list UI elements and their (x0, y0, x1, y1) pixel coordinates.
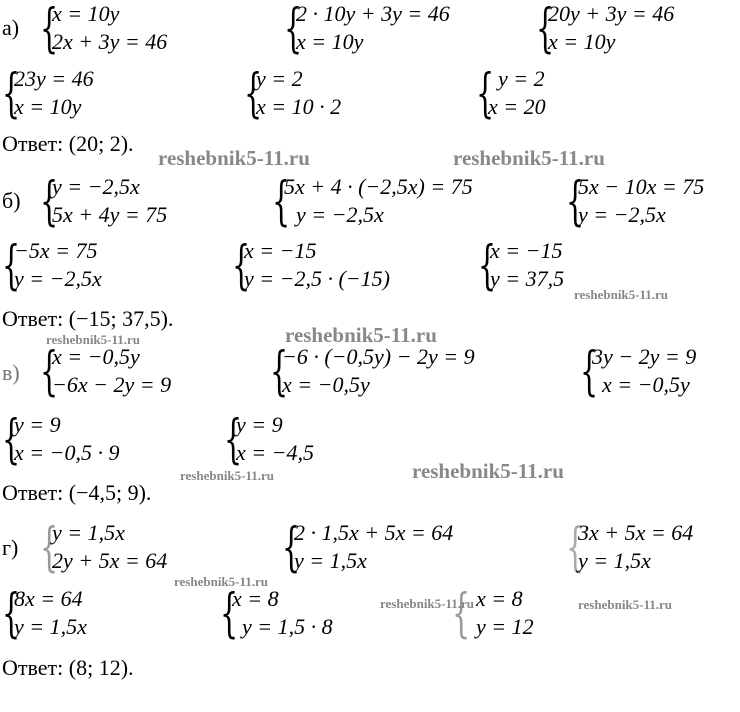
brace-glyph: { (282, 518, 301, 578)
equation: y = 9 (14, 412, 61, 437)
equation: y = −2,5 · (−15) (244, 266, 390, 291)
equation: x = −0,5y (282, 372, 370, 397)
answer-b: Ответ: (−15; 37,5). (2, 306, 174, 331)
equation: x = 10y (296, 29, 364, 54)
brace-glyph: { (452, 584, 471, 644)
brace-glyph: { (580, 342, 599, 402)
equation: x = −15 (490, 238, 563, 263)
watermark: reshebnik5-11.ru (380, 596, 475, 611)
equation: y = 1,5x (578, 548, 651, 573)
watermark: reshebnik5-11.ru (574, 287, 669, 302)
equation: x = 10y (52, 1, 120, 26)
brace-glyph: { (476, 64, 495, 124)
brace-glyph: { (284, 0, 303, 59)
equation: y = 2 (256, 66, 303, 91)
equation: 5x + 4 · (−2,5x) = 75 (284, 174, 473, 199)
equation: y = 1,5x (52, 520, 125, 545)
equation: y = −2,5x (578, 202, 666, 227)
brace-glyph: { (566, 172, 585, 232)
equation: 3y − 2y = 9 (592, 344, 697, 369)
label-b: б) (2, 188, 21, 213)
equation: 2x + 3y = 46 (52, 29, 168, 54)
equation: 3x + 5x = 64 (578, 520, 694, 545)
equation: y = 2 (498, 66, 545, 91)
equation: y = 1,5 · 8 (242, 614, 333, 639)
label-d: г) (2, 535, 19, 560)
equation: x = 10y (14, 94, 82, 119)
equation: 2 · 10y + 3y = 46 (296, 1, 450, 26)
brace-glyph: { (478, 236, 497, 296)
watermark: reshebnik5-11.ru (412, 459, 564, 483)
equation: x = −15 (244, 238, 317, 263)
label-a: а) (2, 15, 20, 40)
equation: x = 8 (232, 586, 279, 611)
watermark: reshebnik5-11.ru (285, 323, 437, 347)
brace-glyph: { (2, 584, 21, 644)
brace-glyph: { (536, 0, 555, 59)
brace-glyph: { (566, 518, 585, 578)
equation: 23y = 46 (14, 66, 94, 91)
brace-glyph: { (224, 410, 243, 470)
brace-glyph: { (40, 518, 59, 578)
answer-d: Ответ: (8; 12). (2, 655, 134, 680)
equation: 2 · 1,5x + 5x = 64 (294, 520, 454, 545)
equation: x = 8 (476, 586, 523, 611)
equation: y = −2,5x (52, 174, 140, 199)
equation: 2y + 5x = 64 (52, 548, 168, 573)
watermark: reshebnik5-11.ru (180, 468, 275, 483)
brace-glyph: { (244, 64, 263, 124)
brace-glyph: { (232, 236, 251, 296)
brace-glyph: { (2, 64, 21, 124)
equation: −6x − 2y = 9 (52, 372, 172, 397)
equation: y = −2,5x (296, 202, 384, 227)
equation: y = 37,5 (490, 266, 565, 291)
equation: x = −0,5 · 9 (14, 440, 120, 465)
watermark: reshebnik5-11.ru (453, 146, 605, 170)
brace-glyph: { (40, 172, 59, 232)
equation: y = −2,5x (14, 266, 102, 291)
equation: 5x + 4y = 75 (52, 202, 168, 227)
equation: y = 1,5x (14, 614, 87, 639)
equation: −5x = 75 (14, 238, 98, 263)
brace-glyph: { (40, 342, 59, 402)
watermark: reshebnik5-11.ru (46, 332, 141, 347)
watermark: reshebnik5-11.ru (578, 597, 673, 612)
equation: y = 1,5x (294, 548, 367, 573)
equation: 8x = 64 (14, 586, 83, 611)
answer-c: Ответ: (−4,5; 9). (2, 480, 152, 505)
equation: y = 9 (236, 412, 283, 437)
brace-glyph: { (270, 342, 289, 402)
watermark: reshebnik5-11.ru (158, 146, 310, 170)
equation: x = 10 · 2 (256, 94, 342, 119)
equation: x = −0,5y (602, 372, 690, 397)
equation: x = 10y (548, 29, 616, 54)
equation: y = 12 (476, 614, 534, 639)
equation: x = −0,5y (52, 344, 140, 369)
answer-a: Ответ: (20; 2). (2, 131, 134, 156)
equation: 5x − 10x = 75 (578, 174, 705, 199)
equation: 20y + 3y = 46 (548, 1, 675, 26)
brace-glyph: { (2, 236, 21, 296)
brace-glyph: { (2, 410, 21, 470)
label-c: в) (2, 360, 20, 385)
equation: x = 20 (488, 94, 546, 119)
brace-glyph: { (40, 0, 59, 59)
equation: −6 · (−0,5y) − 2y = 9 (282, 344, 475, 369)
watermark: reshebnik5-11.ru (174, 574, 269, 589)
brace-glyph: { (220, 584, 239, 644)
equation: x = −4,5 (236, 440, 314, 465)
brace-glyph: { (272, 172, 291, 232)
